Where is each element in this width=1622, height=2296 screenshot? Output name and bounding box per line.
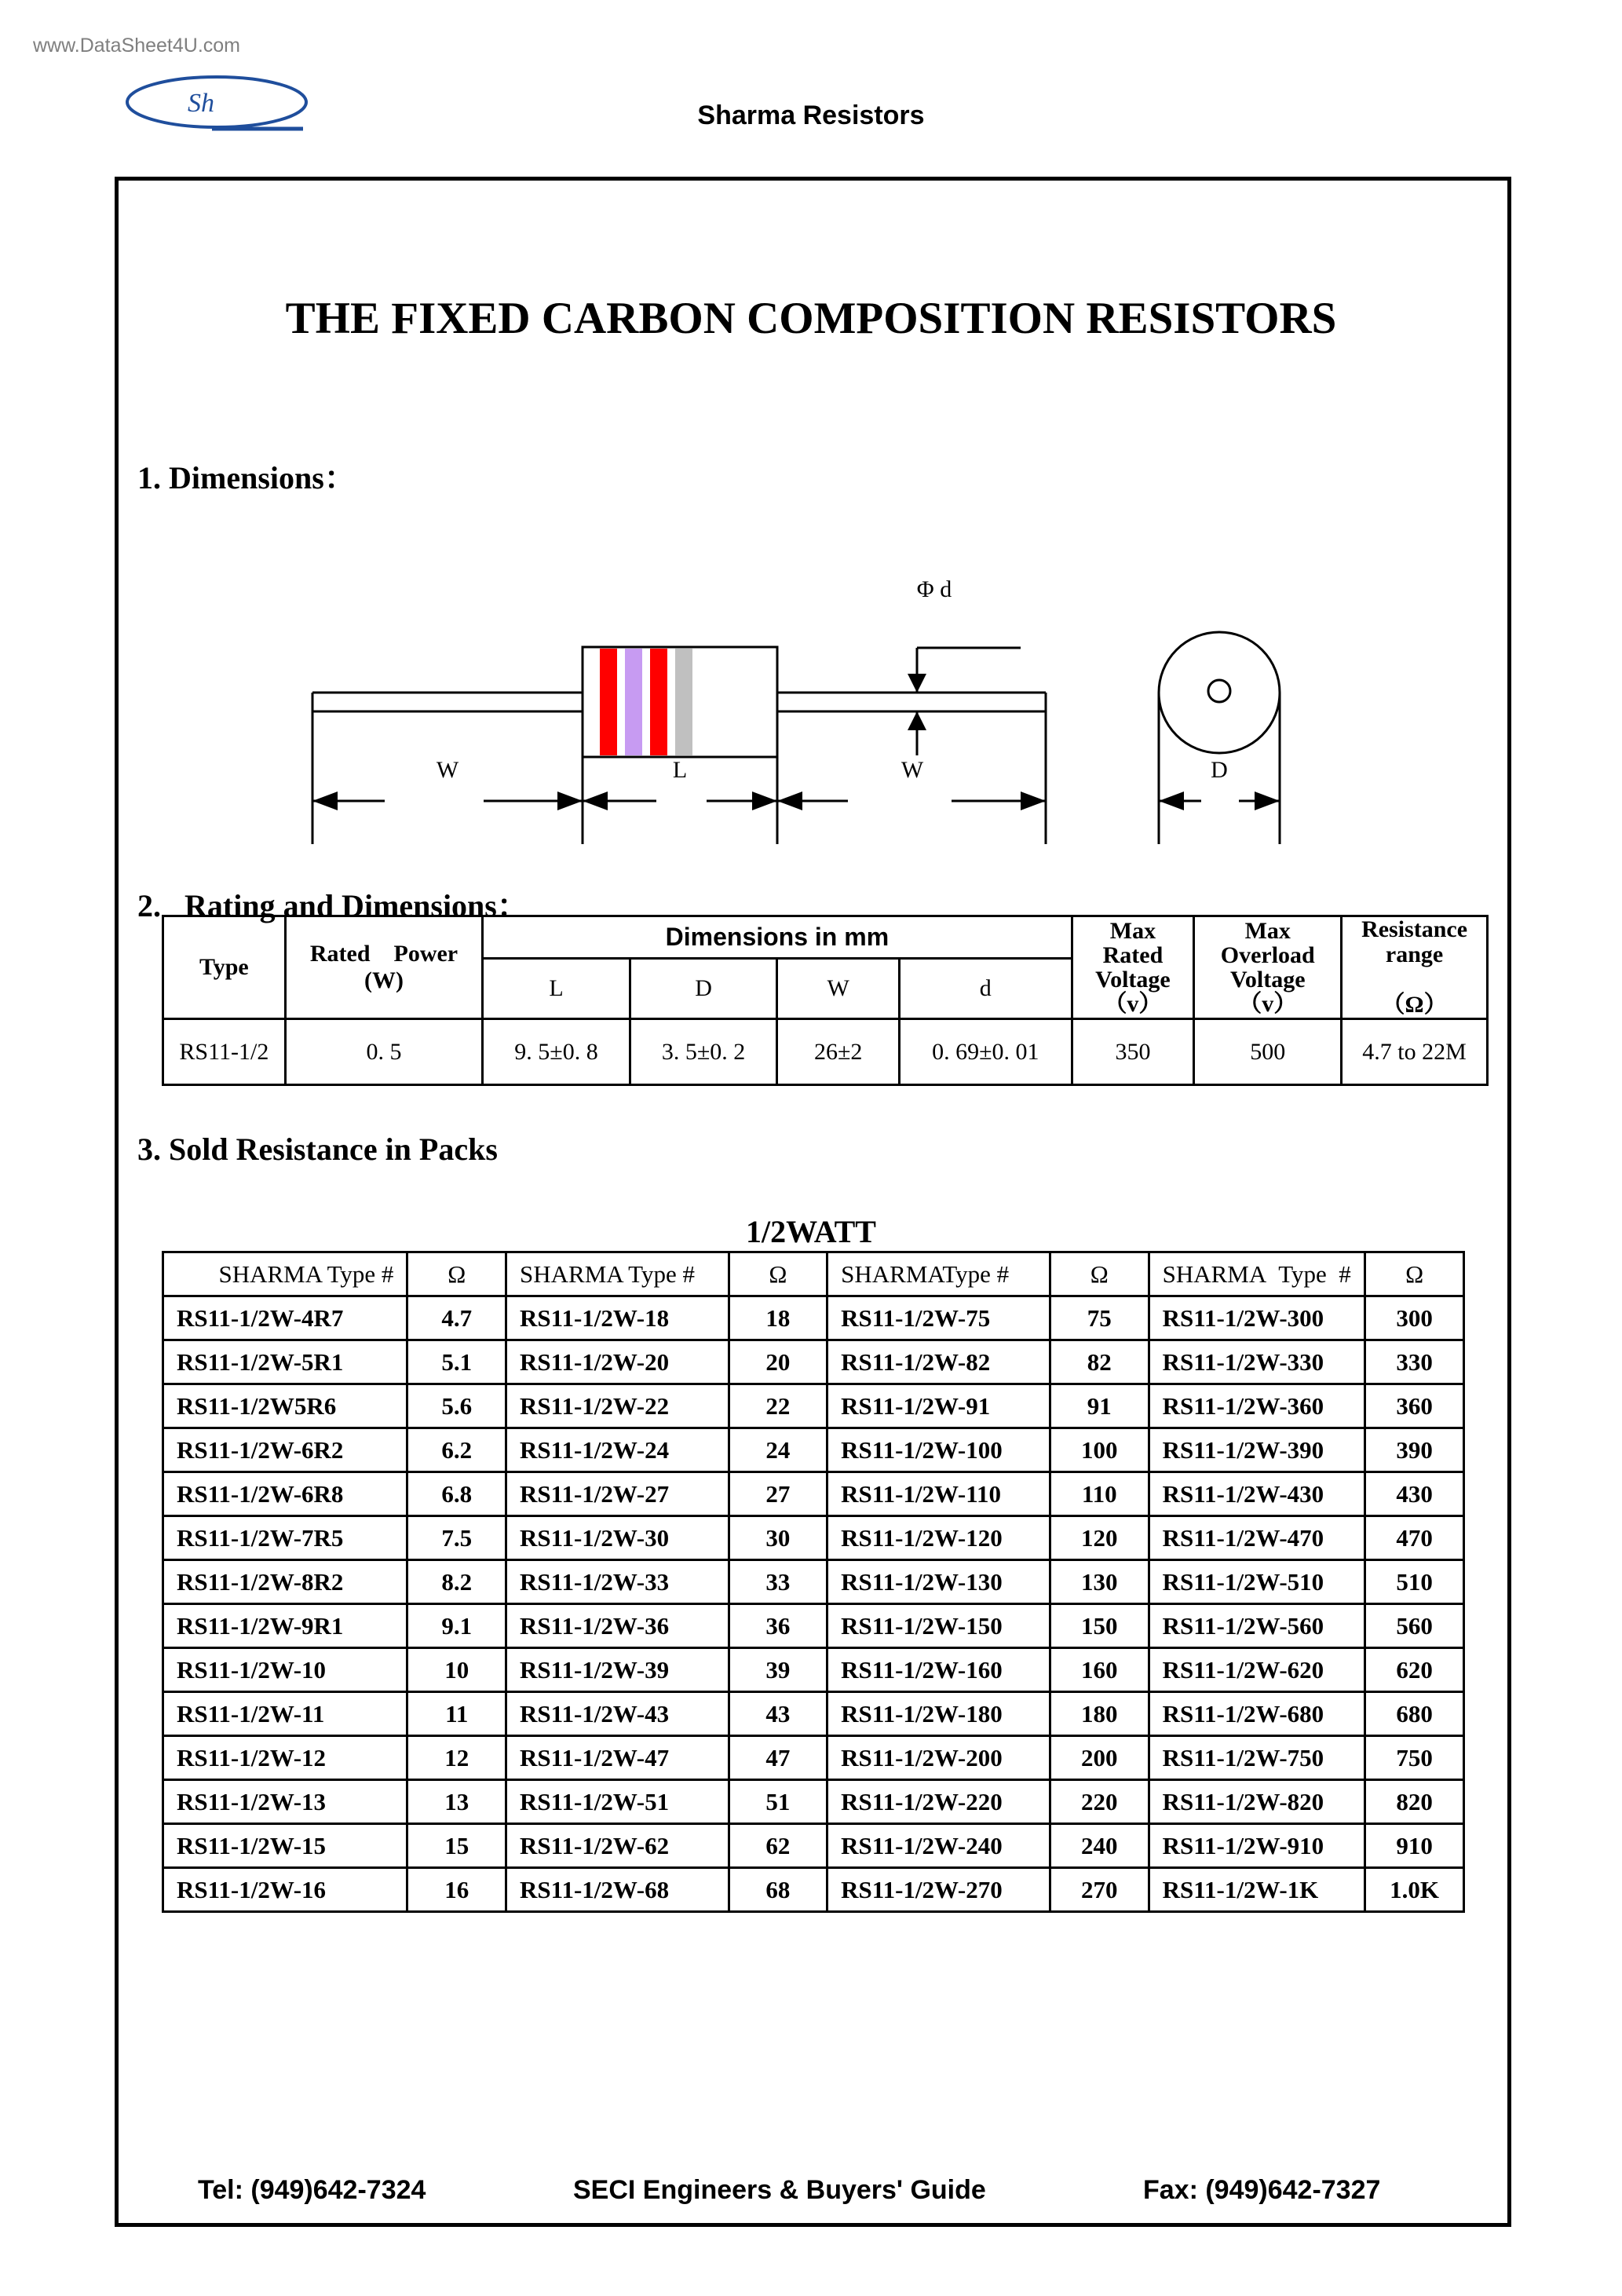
type-number-cell: RS11-1/2W-910 bbox=[1149, 1824, 1365, 1868]
resistance-value-cell: 10 bbox=[407, 1648, 506, 1692]
type-number-header: SHARMA Type # bbox=[163, 1252, 407, 1296]
resistance-value-cell: 9.1 bbox=[407, 1604, 506, 1648]
color-band-2 bbox=[625, 649, 642, 755]
resistance-value-cell: 270 bbox=[1050, 1868, 1149, 1912]
type-number-cell: RS11-1/2W-110 bbox=[827, 1472, 1050, 1516]
lead-diameter-header: d bbox=[900, 958, 1072, 1018]
type-number-cell: RS11-1/2W-36 bbox=[506, 1604, 729, 1648]
resistance-value-cell: 68 bbox=[729, 1868, 827, 1912]
type-number-cell: RS11-1/2W-430 bbox=[1149, 1472, 1365, 1516]
max-overload-voltage-header: Max Overload Voltage （v） bbox=[1194, 916, 1342, 1019]
footer-guide: SECI Engineers & Buyers' Guide bbox=[573, 2175, 986, 2205]
type-number-cell: RS11-1/2W-8R2 bbox=[163, 1560, 407, 1604]
type-number-cell: RS11-1/2W-43 bbox=[506, 1692, 729, 1736]
resistance-value-cell: 75 bbox=[1050, 1296, 1149, 1340]
type-number-cell: RS11-1/2W-390 bbox=[1149, 1428, 1365, 1472]
type-number-cell: RS11-1/2W-750 bbox=[1149, 1736, 1365, 1780]
type-number-cell: RS11-1/2W-13 bbox=[163, 1780, 407, 1824]
resistance-value-cell: 91 bbox=[1050, 1384, 1149, 1428]
type-number-cell: RS11-1/2W-9R1 bbox=[163, 1604, 407, 1648]
table-row bbox=[163, 1604, 1464, 1648]
type-number-cell: RS11-1/2W-510 bbox=[1149, 1560, 1365, 1604]
type-number-cell: RS11-1/2W-300 bbox=[1149, 1296, 1365, 1340]
resistance-value-cell: 36 bbox=[729, 1604, 827, 1648]
rating-dimensions-table bbox=[162, 915, 1489, 1086]
resistance-value-cell: 910 bbox=[1365, 1824, 1464, 1868]
d-header: D bbox=[630, 958, 777, 1018]
type-number-cell: RS11-1/2W-5R1 bbox=[163, 1340, 407, 1384]
resistance-value-cell: 560 bbox=[1365, 1604, 1464, 1648]
ohm-header: Ω bbox=[729, 1252, 827, 1296]
ohm-header: Ω bbox=[1050, 1252, 1149, 1296]
type-number-cell: RS11-1/2W-680 bbox=[1149, 1692, 1365, 1736]
resistance-value-cell: 390 bbox=[1365, 1428, 1464, 1472]
type-number-cell: RS11-1/2W-68 bbox=[506, 1868, 729, 1912]
resistance-value-cell: 470 bbox=[1365, 1516, 1464, 1560]
table-row bbox=[163, 1296, 1464, 1340]
color-band-3 bbox=[650, 649, 667, 755]
resistance-value-cell: 750 bbox=[1365, 1736, 1464, 1780]
resistance-value-cell: 820 bbox=[1365, 1780, 1464, 1824]
resistance-value-cell: 220 bbox=[1050, 1780, 1149, 1824]
w-left-label: W bbox=[436, 757, 459, 783]
resistance-range-header: Resistance range （Ω） bbox=[1342, 916, 1488, 1019]
l-cell: 9. 5±0. 8 bbox=[483, 1019, 630, 1085]
table-row bbox=[163, 1428, 1464, 1472]
table-row bbox=[163, 1824, 1464, 1868]
resistance-value-cell: 300 bbox=[1365, 1296, 1464, 1340]
resistance-value-cell: 330 bbox=[1365, 1340, 1464, 1384]
type-number-cell: RS11-1/2W-24 bbox=[506, 1428, 729, 1472]
resistance-value-cell: 620 bbox=[1365, 1648, 1464, 1692]
l-header: L bbox=[483, 958, 630, 1018]
type-number-cell: RS11-1/2W-82 bbox=[827, 1340, 1050, 1384]
section-rating-heading: 2. Rating and Dimensions： bbox=[137, 888, 528, 923]
type-cell: RS11-1/2 bbox=[163, 1019, 286, 1085]
resistance-value-cell: 5.1 bbox=[407, 1340, 506, 1384]
resistance-value-cell: 20 bbox=[729, 1340, 827, 1384]
type-number-cell: RS11-1/2W-270 bbox=[827, 1868, 1050, 1912]
resistance-value-cell: 82 bbox=[1050, 1340, 1149, 1384]
w-right-label: W bbox=[901, 757, 924, 783]
type-number-cell: RS11-1/2W-51 bbox=[506, 1780, 729, 1824]
type-number-cell: RS11-1/2W-360 bbox=[1149, 1384, 1365, 1428]
power-cell: 0. 5 bbox=[285, 1019, 483, 1085]
type-number-cell: RS11-1/2W-6R8 bbox=[163, 1472, 407, 1516]
resistance-value-cell: 62 bbox=[729, 1824, 827, 1868]
type-number-cell: RS11-1/2W-620 bbox=[1149, 1648, 1365, 1692]
resistance-value-cell: 51 bbox=[729, 1780, 827, 1824]
footer-tel: Tel: (949)642-7324 bbox=[198, 2175, 426, 2205]
resistance-range-cell: 4.7 to 22M bbox=[1342, 1019, 1488, 1085]
type-header: Type bbox=[163, 916, 286, 1019]
footer-fax: Fax: (949)642-7327 bbox=[1143, 2175, 1381, 2205]
type-number-cell: RS11-1/2W-22 bbox=[506, 1384, 729, 1428]
table-row bbox=[163, 1340, 1464, 1384]
type-number-cell: RS11-1/2W-75 bbox=[827, 1296, 1050, 1340]
type-number-cell: RS11-1/2W-330 bbox=[1149, 1340, 1365, 1384]
type-number-cell: RS11-1/2W-15 bbox=[163, 1824, 407, 1868]
table-row bbox=[163, 1736, 1464, 1780]
ohm-header: Ω bbox=[407, 1252, 506, 1296]
resistance-value-cell: 24 bbox=[729, 1428, 827, 1472]
type-number-cell: RS11-1/2W-91 bbox=[827, 1384, 1050, 1428]
resistance-value-cell: 15 bbox=[407, 1824, 506, 1868]
document-title: THE FIXED CARBON COMPOSITION RESISTORS bbox=[285, 294, 1337, 343]
type-number-cell: RS11-1/2W-240 bbox=[827, 1824, 1050, 1868]
type-number-cell: RS11-1/2W-180 bbox=[827, 1692, 1050, 1736]
resistance-value-cell: 130 bbox=[1050, 1560, 1149, 1604]
resistance-value-cell: 47 bbox=[729, 1736, 827, 1780]
resistance-value-cell: 240 bbox=[1050, 1824, 1149, 1868]
resistance-value-cell: 8.2 bbox=[407, 1560, 506, 1604]
packs-table-title: 1/2WATT bbox=[746, 1214, 876, 1249]
resistance-value-cell: 120 bbox=[1050, 1516, 1149, 1560]
type-number-cell: RS11-1/2W-130 bbox=[827, 1560, 1050, 1604]
type-number-header: SHARMA Type # bbox=[1149, 1252, 1365, 1296]
resistance-value-cell: 6.8 bbox=[407, 1472, 506, 1516]
d-cell: 3. 5±0. 2 bbox=[630, 1019, 777, 1085]
resistance-value-cell: 200 bbox=[1050, 1736, 1149, 1780]
resistance-value-cell: 100 bbox=[1050, 1428, 1149, 1472]
resistance-value-cell: 13 bbox=[407, 1780, 506, 1824]
type-number-cell: RS11-1/2W-160 bbox=[827, 1648, 1050, 1692]
w-cell: 26±2 bbox=[777, 1019, 900, 1085]
table-row bbox=[163, 1516, 1464, 1560]
resistance-value-cell: 7.5 bbox=[407, 1516, 506, 1560]
resistance-value-cell: 360 bbox=[1365, 1384, 1464, 1428]
type-number-cell: RS11-1/2W-100 bbox=[827, 1428, 1050, 1472]
packs-header-row bbox=[163, 1252, 1464, 1296]
l-label: L bbox=[672, 757, 688, 783]
resistance-value-cell: 16 bbox=[407, 1868, 506, 1912]
type-number-cell: RS11-1/2W-47 bbox=[506, 1736, 729, 1780]
color-band-4 bbox=[675, 649, 692, 755]
resistance-value-cell: 22 bbox=[729, 1384, 827, 1428]
section-packs-heading: 3. Sold Resistance in Packs bbox=[137, 1132, 498, 1167]
resistance-value-cell: 6.2 bbox=[407, 1428, 506, 1472]
type-number-cell: RS11-1/2W-30 bbox=[506, 1516, 729, 1560]
resistance-value-cell: 43 bbox=[729, 1692, 827, 1736]
type-number-cell: RS11-1/2W-120 bbox=[827, 1516, 1050, 1560]
table-row bbox=[163, 1780, 1464, 1824]
resistance-value-cell: 180 bbox=[1050, 1692, 1149, 1736]
resistance-value-cell: 12 bbox=[407, 1736, 506, 1780]
resistance-value-cell: 27 bbox=[729, 1472, 827, 1516]
type-number-cell: RS11-1/2W-18 bbox=[506, 1296, 729, 1340]
resistance-value-cell: 4.7 bbox=[407, 1296, 506, 1340]
type-number-cell: RS11-1/2W-39 bbox=[506, 1648, 729, 1692]
resistance-value-cell: 160 bbox=[1050, 1648, 1149, 1692]
type-number-cell: RS11-1/2W5R6 bbox=[163, 1384, 407, 1428]
max-rated-voltage-header: Max Rated Voltage （v） bbox=[1072, 916, 1194, 1019]
type-number-cell: RS11-1/2W-200 bbox=[827, 1736, 1050, 1780]
resistance-value-cell: 1.0K bbox=[1365, 1868, 1464, 1912]
resistance-value-cell: 39 bbox=[729, 1648, 827, 1692]
max-overload-voltage-cell: 500 bbox=[1194, 1019, 1342, 1085]
table-row bbox=[163, 1472, 1464, 1516]
company-name: Sharma Resistors bbox=[697, 101, 925, 130]
logo-text: Sh bbox=[188, 89, 214, 118]
color-band-1 bbox=[600, 649, 617, 755]
resistance-value-cell: 680 bbox=[1365, 1692, 1464, 1736]
type-number-cell: RS11-1/2W-27 bbox=[506, 1472, 729, 1516]
type-number-header: SHARMAType # bbox=[827, 1252, 1050, 1296]
d-label: D bbox=[1211, 757, 1228, 783]
ohm-header: Ω bbox=[1365, 1252, 1464, 1296]
table-row bbox=[163, 1560, 1464, 1604]
resistance-value-cell: 33 bbox=[729, 1560, 827, 1604]
type-number-cell: RS11-1/2W-11 bbox=[163, 1692, 407, 1736]
table-row bbox=[163, 1868, 1464, 1912]
resistance-value-cell: 30 bbox=[729, 1516, 827, 1560]
type-number-cell: RS11-1/2W-4R7 bbox=[163, 1296, 407, 1340]
type-number-cell: RS11-1/2W-220 bbox=[827, 1780, 1050, 1824]
rated-power-header: Rated Power (W) bbox=[285, 916, 483, 1019]
type-number-cell: RS11-1/2W-62 bbox=[506, 1824, 729, 1868]
packs-table bbox=[162, 1251, 1465, 1913]
resistance-value-cell: 110 bbox=[1050, 1472, 1149, 1516]
resistance-value-cell: 18 bbox=[729, 1296, 827, 1340]
type-number-cell: RS11-1/2W-820 bbox=[1149, 1780, 1365, 1824]
dimensions-header: Dimensions in mm bbox=[483, 916, 1072, 959]
type-number-cell: RS11-1/2W-560 bbox=[1149, 1604, 1365, 1648]
watermark-text: www.DataSheet4U.com bbox=[33, 35, 241, 57]
max-rated-voltage-cell: 350 bbox=[1072, 1019, 1194, 1085]
resistance-value-cell: 150 bbox=[1050, 1604, 1149, 1648]
resistance-value-cell: 510 bbox=[1365, 1560, 1464, 1604]
resistance-value-cell: 430 bbox=[1365, 1472, 1464, 1516]
table-row bbox=[163, 1692, 1464, 1736]
type-number-cell: RS11-1/2W-1K bbox=[1149, 1868, 1365, 1912]
type-number-cell: RS11-1/2W-6R2 bbox=[163, 1428, 407, 1472]
type-number-cell: RS11-1/2W-150 bbox=[827, 1604, 1050, 1648]
type-number-cell: RS11-1/2W-33 bbox=[506, 1560, 729, 1604]
type-number-cell: RS11-1/2W-20 bbox=[506, 1340, 729, 1384]
table-row bbox=[163, 1384, 1464, 1428]
phi-d-label: Φ d bbox=[916, 576, 952, 602]
type-number-cell: RS11-1/2W-470 bbox=[1149, 1516, 1365, 1560]
section-dimensions-heading: 1. Dimensions： bbox=[137, 460, 356, 495]
resistance-value-cell: 11 bbox=[407, 1692, 506, 1736]
lead-diameter-cell: 0. 69±0. 01 bbox=[900, 1019, 1072, 1085]
type-number-cell: RS11-1/2W-10 bbox=[163, 1648, 407, 1692]
type-number-cell: RS11-1/2W-7R5 bbox=[163, 1516, 407, 1560]
w-header: W bbox=[777, 958, 900, 1018]
table-row bbox=[163, 1648, 1464, 1692]
type-number-cell: RS11-1/2W-16 bbox=[163, 1868, 407, 1912]
resistor-dimension-drawing bbox=[298, 573, 1382, 856]
type-number-header: SHARMA Type # bbox=[506, 1252, 729, 1296]
resistance-value-cell: 5.6 bbox=[407, 1384, 506, 1428]
type-number-cell: RS11-1/2W-12 bbox=[163, 1736, 407, 1780]
